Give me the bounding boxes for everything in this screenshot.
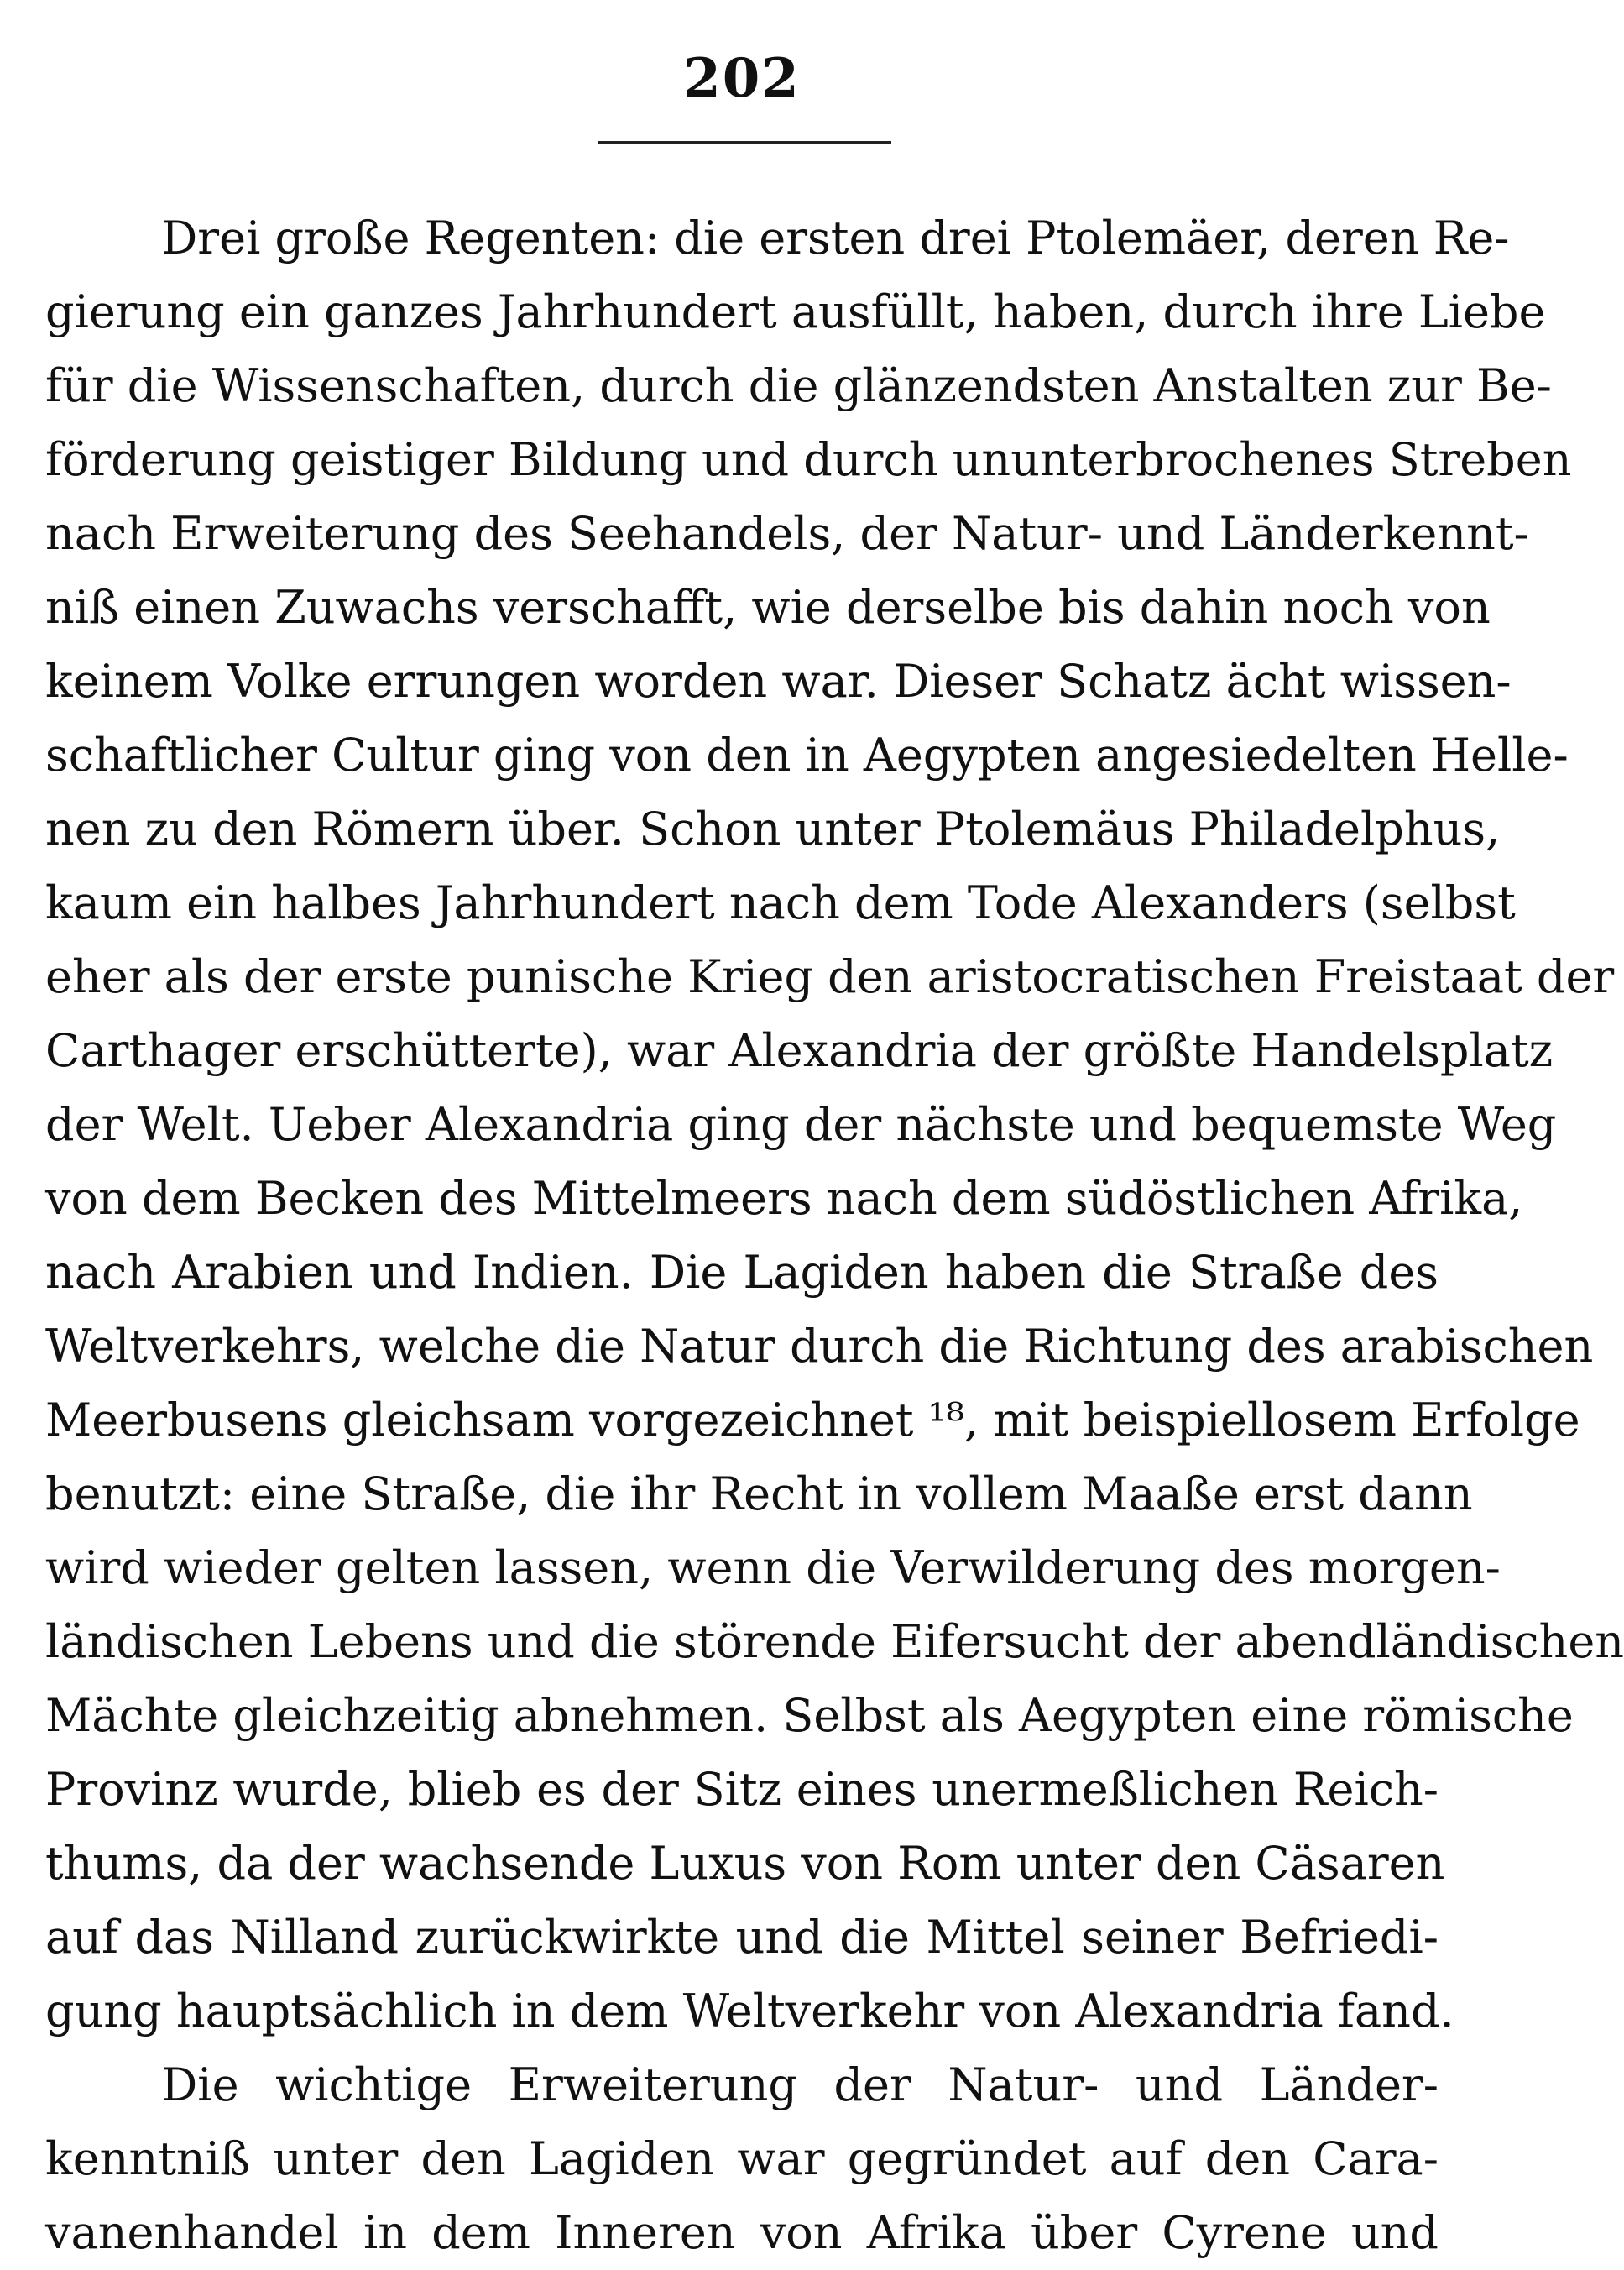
text-line: auf das Nilland zurückwirkte und die Mittel seiner Befriedi- [45,1911,1439,1964]
page-number: 202 [683,47,801,110]
body-text [45,201,1624,2270]
text-line: gierung ein ganzes Jahrhundert ausfüllt, haben, durch ihre Liebe [45,285,1546,338]
text-line: kaum ein halbes Jahrhundert nach dem Tode Alexanders (selbst [45,876,1516,929]
text-line: von dem Becken des Mittelmeers nach dem südöstlichen Afrika, [45,1172,1523,1225]
text-line: der Welt. Ueber Alexandria ging der nächste und bequemste Weg [45,1098,1557,1151]
text-line: nach Erweiterung des Seehandels, der Natur- und Länderkennt- [45,507,1529,560]
text-line: Meerbusens gleichsam vorgezeichnet ¹⁸, mit beispiellosem Erfolge [45,1394,1580,1446]
text-line: kenntniß unter den Lagiden war gegründet auf den Cara- [45,2132,1439,2185]
text-line: Weltverkehrs, welche die Natur durch die Richtung des arabischen [45,1320,1594,1373]
text-line: ländischen Lebens und die störende Eifersucht der abendländischen [45,1615,1624,1668]
text-line: förderung geistiger Bildung und durch ununterbrochenes Streben [45,433,1572,486]
text-line: Drei große Regenten: die ersten drei Ptolemäer, deren Re- [161,212,1510,264]
text-line: thums, da der wachsende Luxus von Rom unter den Cäsaren [45,1837,1445,1890]
text-line: Die wichtige Erweiterung der Natur- und Länder- [161,2058,1439,2111]
text-line: keinem Volke errungen worden war. Dieser Schatz ächt wissen- [45,655,1512,708]
text-line: nen zu den Römern über. Schon unter Ptolemäus Philadelphus, [45,803,1501,855]
text-line: gung hauptsächlich in dem Weltverkehr von Alexandria fand. [45,1985,1454,2037]
text-line: für die Wissenschaften, durch die glänzendsten Anstalten zur Be- [45,359,1552,412]
text-line: Provinz wurde, blieb es der Sitz eines unermeßlichen Reich- [45,1763,1439,1816]
text-line: nach Arabien und Indien. Die Lagiden haben die Straße des [45,1246,1439,1299]
text-line: schaftlicher Cultur ging von den in Aegypten angesiedelten Helle- [45,729,1569,782]
header-rule [598,141,891,144]
text-line: Carthager erschütterte), war Alexandria der größte Handelsplatz [45,1024,1554,1077]
text-line: Mächte gleichzeitig abnehmen. Selbst als Aegypten eine römische [45,1689,1574,1742]
text-line: niß einen Zuwachs verschafft, wie derselbe bis dahin noch von [45,581,1491,634]
text-line: vanenhandel in dem Inneren von Afrika über Cyrene und [45,2206,1439,2259]
text-line: benutzt: eine Straße, die ihr Recht in vollem Maaße erst dann [45,1467,1473,1520]
text-line: eher als der erste punische Krieg den aristocratischen Freistaat der [45,950,1615,1003]
text-line: wird wieder gelten lassen, wenn die Verwilderung des morgen- [45,1541,1501,1594]
